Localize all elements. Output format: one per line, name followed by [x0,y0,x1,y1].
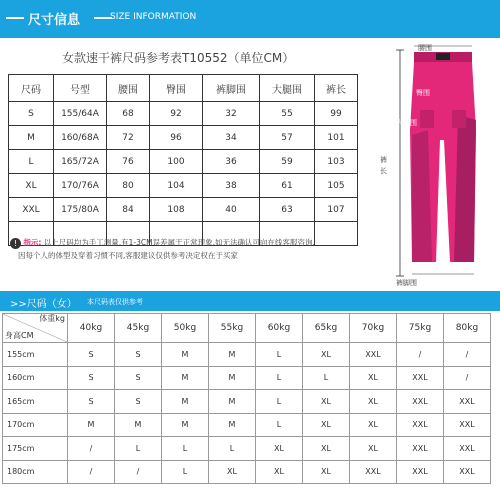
recommend-size-cell: S [68,366,115,390]
recommend-size-cell: L [256,413,303,437]
size-chart-cell: 100 [150,150,203,174]
recommend-subtitle: 本尺码表仅供参考 [87,298,143,306]
size-chart-header: 裤脚围 [203,75,260,102]
size-chart-cell: 38 [203,174,260,198]
recommend-size-cell: XL [350,437,397,461]
size-chart-cell: 61 [260,174,315,198]
size-chart-cell: S [9,102,54,126]
size-chart-cell: 76 [107,150,150,174]
size-chart-cell: 84 [107,198,150,222]
weight-axis-label: 体重kg [39,314,65,323]
recommend-header-row [3,314,491,343]
recommend-size-cell: / [68,437,115,461]
recommend-size-cell: L [303,366,350,390]
recommend-size-cell: M [209,390,256,414]
recommend-size-cell: M [115,413,162,437]
recommend-size-cell: XXL [397,366,444,390]
size-chart-cell: 72 [107,126,150,150]
size-chart-header: 尺码 [9,75,54,102]
weight-header: 50kg [162,314,209,343]
label-hem: 裤脚围 [396,279,417,287]
size-chart-cell: 92 [150,102,203,126]
size-chart-cell: 40 [203,198,260,222]
recommend-size-cell: XL [209,460,256,484]
recommend-size-cell: XXL [350,460,397,484]
recommend-size-cell: XXL [397,390,444,414]
recommend-banner [0,291,500,311]
recommend-size-cell: L [209,437,256,461]
recommend-size-cell: XL [303,413,350,437]
size-chart-cell: M [9,126,54,150]
height-cell: 180cm [3,460,68,484]
size-chart-header: 大腿围 [260,75,315,102]
recommend-size-cell: XXL [444,390,491,414]
recommend-size-cell: M [209,343,256,367]
size-chart-table [8,74,358,246]
size-chart-cell: XXL [9,198,54,222]
size-chart-cell: L [9,150,54,174]
recommend-size-cell: L [162,437,209,461]
weight-header: 75kg [397,314,444,343]
size-chart-header: 臀围 [150,75,203,102]
size-chart-cell: 80 [107,174,150,198]
recommend-size-cell: XXL [444,460,491,484]
label-length: 裤长 [380,156,387,175]
size-chart-cell: 96 [150,126,203,150]
label-hip: 臀围 [416,89,430,97]
size-chart-cell: 160/68A [54,126,107,150]
recommend-size-cell: / [444,366,491,390]
note-line-1: 以上尺码均为手工测量,有1-3CM误差属于正常现象,如无法确认可向在线客服咨询, [43,238,315,247]
recommend-size-cell: XXL [397,460,444,484]
recommend-size-cell: XL [350,390,397,414]
weight-header: 65kg [303,314,350,343]
banner-dash-left [6,17,24,19]
size-chart-row [9,102,358,126]
size-chart-row [9,126,358,150]
weight-header: 45kg [115,314,162,343]
size-chart-cell: 99 [315,102,358,126]
weight-header: 40kg [68,314,115,343]
size-chart-header: 裤长 [315,75,358,102]
size-chart-cell: 155/64A [54,102,107,126]
height-cell: 160cm [3,366,68,390]
size-chart-cell: 105 [315,174,358,198]
size-chart-cell: 103 [315,150,358,174]
banner-title-cn: 尺寸信息 [28,13,81,28]
size-chart-cell: 36 [203,150,260,174]
height-axis-label: 身高CM [5,331,34,340]
pants-diagram [380,40,500,290]
recommend-size-cell: XL [303,343,350,367]
recommend-row [3,390,491,414]
banner-title-en: SIZE INFORMATION [110,12,197,22]
size-info-banner [0,0,500,38]
recommend-size-cell: XL [303,437,350,461]
recommend-size-cell: XXL [444,437,491,461]
size-chart-cell: 104 [150,174,203,198]
recommend-size-cell: XXL [397,413,444,437]
note-label: 指示: [23,238,42,247]
recommend-row [3,366,491,390]
recommend-size-cell: XL [350,366,397,390]
weight-header: 60kg [256,314,303,343]
label-thigh: 大腿围 [396,119,417,127]
recommend-size-cell: M [68,413,115,437]
size-chart-cell: 68 [107,102,150,126]
weight-header: 55kg [209,314,256,343]
height-cell: 170cm [3,413,68,437]
recommend-size-cell: XL [303,390,350,414]
recommend-size-cell: M [209,366,256,390]
recommend-size-cell: / [397,343,444,367]
recommend-size-cell: XL [256,460,303,484]
recommend-size-cell: / [68,460,115,484]
recommend-size-cell: S [115,390,162,414]
size-chart-cell: 57 [260,126,315,150]
size-chart-cell: 108 [150,198,203,222]
recommend-size-cell: L [256,390,303,414]
size-chart-row [9,174,358,198]
recommend-size-cell: S [115,366,162,390]
recommend-size-cell: / [115,460,162,484]
size-note [10,236,340,262]
recommend-size-cell: M [162,366,209,390]
recommend-size-cell: XXL [444,413,491,437]
height-cell: 175cm [3,437,68,461]
recommend-size-cell: S [68,343,115,367]
recommend-size-cell: M [162,390,209,414]
size-chart-cell: 55 [260,102,315,126]
diagonal-header-cell [3,314,68,343]
recommend-size-cell: M [162,413,209,437]
weight-header: 80kg [444,314,491,343]
recommend-size-cell: S [115,343,162,367]
recommend-size-cell: XL [256,437,303,461]
size-chart-cell: 59 [260,150,315,174]
recommend-size-cell: S [68,390,115,414]
size-chart-cell: 32 [203,102,260,126]
recommend-size-cell: XL [303,460,350,484]
recommend-row [3,460,491,484]
size-chart-cell: 165/72A [54,150,107,174]
size-chart-row [9,198,358,222]
size-chart-cell: 107 [315,198,358,222]
recommend-size-cell: XL [350,413,397,437]
recommend-size-cell: M [162,343,209,367]
size-chart-header: 腰围 [107,75,150,102]
size-chart-cell: 34 [203,126,260,150]
recommend-row [3,413,491,437]
pants-illustration [380,40,500,290]
size-chart-cell: 101 [315,126,358,150]
recommend-size-cell: / [444,343,491,367]
label-waist: 腰围 [418,44,432,52]
size-chart-cell: 170/76A [54,174,107,198]
height-cell: 165cm [3,390,68,414]
note-line-2: 因每个人的体型及穿着习惯不同,客服建议仅供参考决定权在于买家 [18,251,238,260]
size-chart-header-row [9,75,358,102]
size-chart-header: 号型 [54,75,107,102]
height-cell: 155cm [3,343,68,367]
recommend-row [3,343,491,367]
weight-header: 70kg [350,314,397,343]
recommend-row [3,437,491,461]
recommend-size-cell: L [256,366,303,390]
size-chart-cell: XL [9,174,54,198]
info-icon: ! [10,238,21,249]
size-chart-cell: 63 [260,198,315,222]
recommend-size-cell: L [256,343,303,367]
recommend-size-cell: L [162,460,209,484]
recommend-size-cell: XXL [397,437,444,461]
recommend-table [2,313,491,484]
size-chart-cell: 175/80A [54,198,107,222]
recommend-title: >>尺码（女） [10,299,77,310]
size-chart-row [9,150,358,174]
recommend-size-cell: L [115,437,162,461]
recommend-size-cell: M [209,413,256,437]
size-chart-title: 女款速干裤尺码参考表T10552（单位CM） [62,51,295,65]
recommend-size-cell: XXL [350,343,397,367]
